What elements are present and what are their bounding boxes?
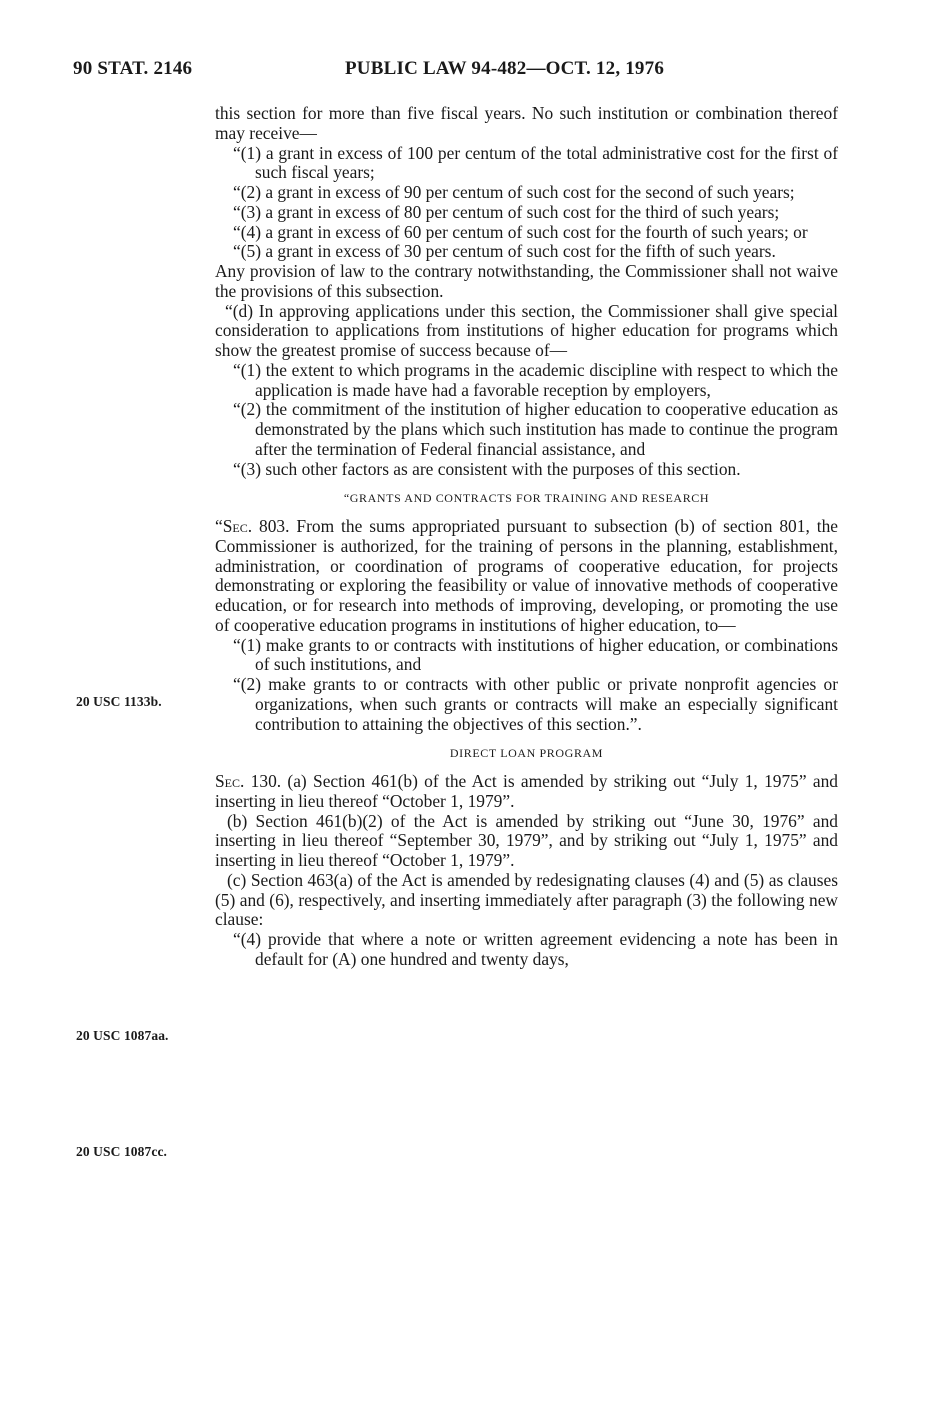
- running-head: PUBLIC LAW 94-482—OCT. 12, 1976: [345, 58, 665, 79]
- clause: “(3) a grant in excess of 80 per centum of such cost for the third of such years;: [233, 201, 780, 222]
- clause: “(3) such other factors as are consistent with the purposes of this section.: [233, 458, 741, 479]
- margin-citation: 20 USC 1133b.: [76, 694, 162, 709]
- section-label: “Sec.: [215, 516, 253, 536]
- clause: “(1) a grant in excess of 100 per centum of the total administrative cost for the first of such fiscal years;: [233, 142, 838, 183]
- section-label: Sec.: [215, 771, 245, 791]
- section-803: [215, 517, 838, 636]
- paragraph: (c) Section 463(a) of the Act is amended by redesignating clauses (4) and (5) as clauses (5) and (6), respectively, and inserting immediately after paragraph (3) the following new clause:: [215, 869, 838, 930]
- clause: “(4) a grant in excess of 60 per centum of such cost for the fourth of such years; or: [233, 221, 808, 242]
- clause: “(2) the commitment of the institution of higher education to cooperative education as demonstrated by the plans which such institution has made to continue the program after the termination of Federal financial assistance, and: [233, 399, 838, 459]
- clause: “(2) make grants to or contracts with other public or private nonprofit agencies or organizations, when such grants or contracts will make an especially significant contribution to attaining the objectives of this section.”.: [233, 674, 838, 734]
- section-803-text: 803. From the sums appropriated pursuant to subsection (b) of section 801, the Commissioner is authorized, for the training of persons in the planning, establishment, administration, or coordination of programs of cooperative education, for projects demonstrating or exploring the feasibility or value of innovative methods of cooperative education, or for research into methods of improving, developing, or promoting the use of cooperative education programs in institutions of higher education, to—: [215, 516, 838, 635]
- paragraph: this section for more than five fiscal years. No such institution or combination thereof may receive—: [215, 103, 838, 143]
- clause: “(4) provide that where a note or written agreement evidencing a note has been in default for (A) one hundred and twenty days,: [233, 929, 838, 969]
- paragraph-subsection-d: “(d) In approving applications under this section, the Commissioner shall give special consideration to applications from institutions of higher education for programs which show the greatest promise of success because of—: [215, 300, 838, 360]
- section-130-text: 130. (a) Section 461(b) of the Act is amended by striking out “July 1, 1975” and inserting in lieu thereof “October 1, 1979”.: [215, 771, 838, 811]
- paragraph: (b) Section 461(b)(2) of the Act is amended by striking out “June 30, 1976” and inserting in lieu thereof “September 30, 1979”, and by striking out “July 1, 1975” and inserting in lieu thereof “October 1, 1979”.: [215, 810, 838, 870]
- section-heading: DIRECT LOAN PROGRAM: [449, 746, 604, 761]
- margin-citation: 20 USC 1087cc.: [76, 1144, 168, 1159]
- clause: “(1) make grants to or contracts with institutions of higher education, or combinations of such institutions, and: [233, 634, 838, 675]
- statute-body: [215, 104, 838, 970]
- clause: “(5) a grant in excess of 30 per centum of such cost for the fifth of such years.: [233, 241, 776, 262]
- section-130: [215, 772, 838, 812]
- clause: “(2) a grant in excess of 90 per centum of such cost for the second of such years;: [233, 182, 795, 202]
- section-heading: “GRANTS AND CONTRACTS FOR TRAINING AND RESEARCH: [343, 491, 710, 506]
- margin-citation: 20 USC 1087aa.: [76, 1028, 169, 1043]
- clause: “(1) the extent to which programs in the academic discipline with respect to which the application is made have had a favorable reception by employers,: [233, 359, 838, 400]
- paragraph: Any provision of law to the contrary notwithstanding, the Commissioner shall not waive the provisions of this subsection.: [215, 261, 838, 301]
- page-header: [0, 58, 949, 88]
- stat-page-number: 90 STAT. 2146: [73, 58, 193, 79]
